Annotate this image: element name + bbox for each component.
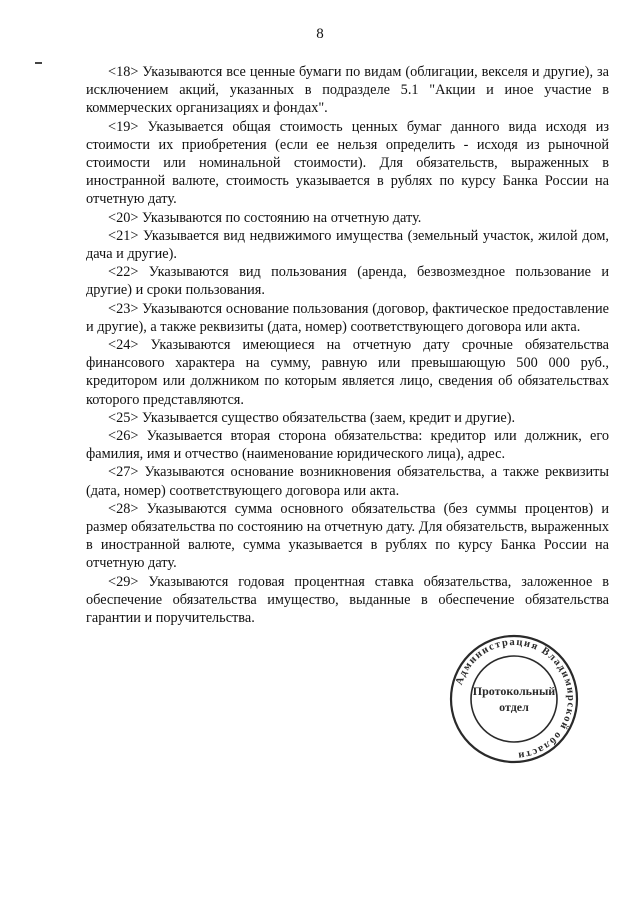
footnote-26: <26> Указывается вторая сторона обязательства: кредитор или должник, его фамилия, имя и отчество (наименование юридического лица), адрес. — [86, 428, 609, 463]
stamp-center-line1: Протокольный — [472, 684, 556, 698]
footnote-28: <28> Указываются сумма основного обязательства (без суммы процентов) и размер обязательства по состоянию на отчетную дату. Для обязательств, выраженных в иностранной валюте, сумма указывается в рублях по курсу Банка России на отчетную дату. — [86, 500, 609, 572]
margin-mark — [35, 62, 42, 64]
footnote-23: <23> Указываются основание пользования (договор, фактическое предоставление и другие), а также реквизиты (дата, номер) соответствующего договора или акта. — [86, 300, 609, 335]
footnote-27: <27> Указываются основание возникновения обязательства, а также реквизиты (дата, номер) соответствующего договора или акта. — [86, 464, 609, 499]
footnote-25: <25> Указывается существо обязательства (заем, кредит и другие). — [108, 409, 516, 426]
footnote-24: <24> Указываются имеющиеся на отчетную дату срочные обязательства финансового характера на сумму, равную или превышающую 500 000 руб., кредитором или должником по которым является лицо, сведения об обязательствах которого представляются. — [86, 337, 609, 408]
stamp-outer-ring — [451, 636, 577, 762]
stamp-center-line2: отдел — [499, 700, 529, 714]
footnote-21: <21> Указывается вид недвижимого имущества (земельный участок, жилой дом, дача и другие). — [86, 227, 609, 263]
footnote-29: <29> Указываются годовая процентная ставка обязательства, заложенное в обеспечение обязательства имущество, выданные в обеспечение обязательства гарантии и поручительства. — [86, 573, 609, 627]
stamp-ring-text: Администрация Владимирской области — [453, 636, 577, 762]
footnote-19: <19> Указывается общая стоимость ценных бумаг данного вида исходя из стоимости их приобретения (если ее нельзя определить - исходя из рыночной стоимости или номинальной стоимости). Для обязательств, выраженных в иностранной валюте, стоимость указывается в рублях по курсу Банка России на отчетную дату. — [86, 118, 609, 208]
page-number: 8 — [316, 26, 324, 42]
official-stamp — [448, 633, 580, 765]
footnote-22: <22> Указываются вид пользования (аренда, безвозмездное пользование и другие) и сроки пользования. — [86, 264, 609, 299]
footnote-18: <18> Указываются все ценные бумаги по видам (облигации, векселя и другие), за исключением акций, указанных в подразделе 5.1 "Акции и иное участие в коммерческих организациях и фондах". — [86, 64, 609, 117]
footnotes-body — [86, 63, 609, 627]
stamp-inner-ring — [471, 656, 557, 742]
footnote-20: <20> Указываются по состоянию на отчетную дату. — [108, 209, 422, 226]
